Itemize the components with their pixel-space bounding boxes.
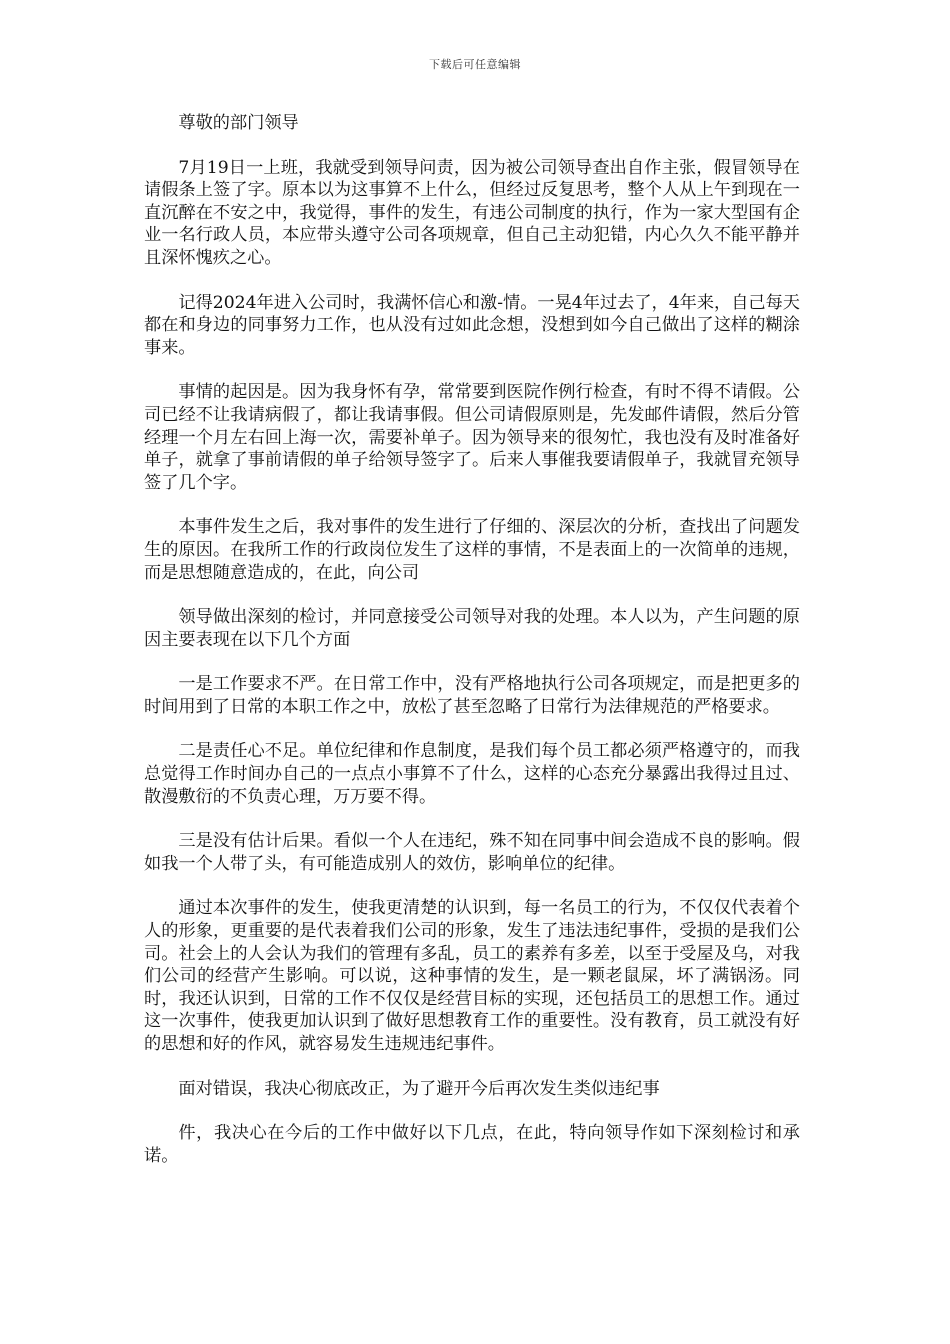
paragraph-commitment: 件，我决心在今后的工作中做好以下几点，在此，特向领导作如下深刻检讨和承诺。 <box>144 1123 800 1166</box>
paragraph-resolution: 面对错误，我决心彻底改正，为了避开今后再次发生类似违纪事 <box>178 1078 660 1099</box>
paragraph-cause: 事情的起因是。因为我身怀有孕，常常要到医院作例行检查，有时不得不请假。公司已经不让我请病假了，都让我请事假。但公司请假原则是，先发邮件请假，然后分管经理一个月左右回上海一次，需要补单子。因为领导来的很匆忙，我也没有及时准备好单子，就拿了事前请假的单子给领导签字了。后来人事催我要请假单子，我就冒充领导签了几个字。 <box>144 382 800 493</box>
salutation: 尊敬的部门领导 <box>178 113 299 133</box>
paragraph-reflection: 通过本次事件的发生，使我更清楚的认识到，每一名员工的行为，不仅仅代表着个人的形象，更重要的是代表着我们公司的形象，发生了违法违纪事件，受损的是我们公司。社会上的人会认为我们的管理有多乱，员工的素养有多差，以至于受屋及乌，对我们公司的经营产生影响。可以说，这种事情的发生，是一颗老鼠屎，坏了满锅汤。同时，我还认识到，日常的工作不仅仅是经营目标的实现，还包括员工的思想工作。通过这一次事件，使我更加认识到了做好思想教育工作的重要性。没有教育，员工就没有好的思想和好的作风，就容易发生违规违纪事件。 <box>144 898 800 1054</box>
page-header: 下载后可任意编辑 <box>429 58 521 71</box>
paragraph-incident: 7月19日一上班，我就受到领导问责，因为被公司领导查出自作主张，假冒领导在请假条上签了字。原本以为这事算不上什么，但经过反复思考，整个人从上午到现在一直沉醉在不安之中，我觉得，事件的发生，有违公司制度的执行，作为一家大型国有企业一名行政人员，本应带头遵守公司各项规章，但自己主动犯错，内心久久不能平静并且深怀愧疚之心。 <box>144 157 800 268</box>
paragraph-analysis: 本事件发生之后，我对事件的发生进行了仔细的、深层次的分析，查找出了问题发生的原因。在我所工作的行政岗位发生了这样的事情，不是表面上的一次简单的违规，而是思想随意造成的，在此，向公司 <box>144 517 800 583</box>
paragraph-reason-two: 二是责任心不足。单位纪律和作息制度，是我们每个员工都必须严格遵守的，而我总觉得工作时间办自己的一点点小事算不了什么，这样的心态充分暴露出我得过且过、散漫敷衍的不负责心理，万万要不得。 <box>144 741 800 807</box>
paragraph-reason-one: 一是工作要求不严。在日常工作中，没有严格地执行公司各项规定，而是把更多的时间用到了日常的本职工作之中，放松了甚至忽略了日常行为法律规范的严格要求。 <box>144 674 800 717</box>
document-body <box>144 112 800 1189</box>
paragraph-background: 记得2024年进入公司时，我满怀信心和激-情。一晃4年过去了，4年来，自己每天都在和身边的同事努力工作，也从没有过如此念想，没想到如今自己做出了这样的糊涂事来。 <box>144 292 800 358</box>
paragraph-reasons-intro: 领导做出深刻的检讨，并同意接受公司领导对我的处理。本人以为，产生问题的原因主要表现在以下几个方面 <box>144 607 800 650</box>
paragraph-reason-three: 三是没有估计后果。看似一个人在违纪，殊不知在同事中间会造成不良的影响。假如我一个人带了头，有可能造成别人的效仿，影响单位的纪律。 <box>144 831 800 874</box>
